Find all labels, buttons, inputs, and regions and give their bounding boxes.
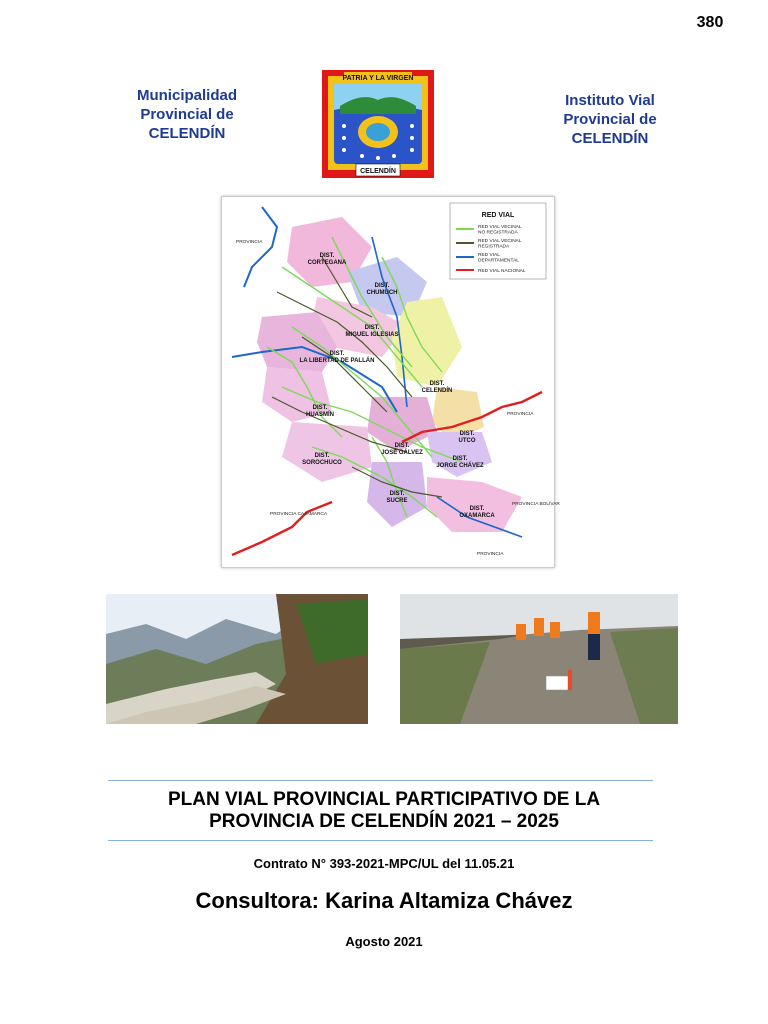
neighbor-province-label: PROVINCIA xyxy=(236,240,263,245)
district-label: SOROCHUCO xyxy=(302,460,342,466)
district-label: LA LIBERTAD DE PALLÁN xyxy=(299,358,375,364)
mountain-road-photo xyxy=(106,594,368,724)
district-label: CHUMUCH xyxy=(366,290,398,296)
district-label: JOSÉ GÁLVEZ xyxy=(381,450,423,456)
province-map xyxy=(222,197,560,567)
coat-of-arms-icon xyxy=(322,70,434,178)
svg-text:RED VIAL VECINALNO REGISTRADA xyxy=(478,224,522,236)
legend-label: DEPARTAMENTAL xyxy=(478,258,519,264)
road-network-map xyxy=(221,196,560,568)
district-label: CELENDÍN xyxy=(421,388,453,394)
road-works-image xyxy=(400,594,678,724)
road-works-photo xyxy=(400,594,678,724)
contract-number: Contrato N° 393-2021-MPC/UL del 11.05.21 xyxy=(253,856,515,871)
seal-motto: PATRIA Y LA VIRGEN xyxy=(342,75,414,82)
district-label: DIST. xyxy=(319,253,335,259)
district-label: CORTEGANA xyxy=(307,260,347,266)
celendin-coat-of-arms xyxy=(322,70,434,178)
district-label: SUCRE xyxy=(386,498,408,504)
district-label: DIST. xyxy=(364,325,380,331)
district-label: JORGE CHÁVEZ xyxy=(436,463,484,469)
district-label: HUASMÍN xyxy=(306,412,334,418)
svg-text:RED VIAL NACIONAL xyxy=(478,268,526,274)
title-bottom-rule xyxy=(108,840,653,841)
seal-name: CELENDÍN xyxy=(360,168,396,175)
district-label: MIGUEL IGLESIAS xyxy=(345,332,399,338)
district-label: DIST. xyxy=(469,506,485,512)
neighbor-province-label: PROVINCIA xyxy=(477,552,504,557)
map-legend xyxy=(450,203,546,279)
mountain-road-image xyxy=(106,594,368,724)
legend-label: REGISTRADA xyxy=(478,244,510,250)
neighbor-province-label: PROVINCIA xyxy=(507,412,534,417)
district-label: DIST. xyxy=(459,431,475,437)
legend-label: RED VIAL VECINAL xyxy=(478,225,522,230)
neighbor-province-label: PROVINCIA CAJAMARCA xyxy=(270,512,328,517)
district-label: DIST. xyxy=(312,405,328,411)
legend-label: RED VIAL NACIONAL xyxy=(478,269,526,274)
svg-text:DIST.UTCO xyxy=(459,431,476,444)
title-line-1: PLAN VIAL PROVINCIAL PARTICIPATIVO DE LA xyxy=(167,789,601,810)
legend-title: RED VIAL xyxy=(481,212,515,219)
district-label: DIST. xyxy=(394,443,410,449)
document-title xyxy=(80,789,688,833)
municipality-name: Municipalidad Provincial de CELENDÍN xyxy=(136,87,237,142)
institute-name: Instituto Vial Provincial de CELENDÍN xyxy=(563,92,657,147)
neighbor-province-label: PROVINCIA BOLÍVAR xyxy=(512,502,560,507)
page-number: 380 xyxy=(696,14,724,31)
legend-label: NO REGISTRADA xyxy=(478,230,518,236)
district-label: DIST. xyxy=(389,491,405,497)
district-label: DIST. xyxy=(374,283,390,289)
district-label: OXAMARCA xyxy=(459,513,495,519)
title-top-rule xyxy=(108,780,653,781)
title-line-2: PROVINCIA DE CELENDÍN 2021 – 2025 xyxy=(209,811,559,832)
legend-label: RED VIAL xyxy=(478,253,500,258)
district-label: DIST. xyxy=(329,351,345,357)
district-label: DIST. xyxy=(314,453,330,459)
district-label: UTCO xyxy=(458,438,476,444)
district-label: DIST. xyxy=(452,456,468,462)
consultant-name: Consultora: Karina Altamiza Chávez xyxy=(195,888,573,913)
document-date: Agosto 2021 xyxy=(345,934,423,949)
legend-label: RED VIAL VECINAL xyxy=(478,239,522,244)
district-label: DIST. xyxy=(429,381,445,387)
